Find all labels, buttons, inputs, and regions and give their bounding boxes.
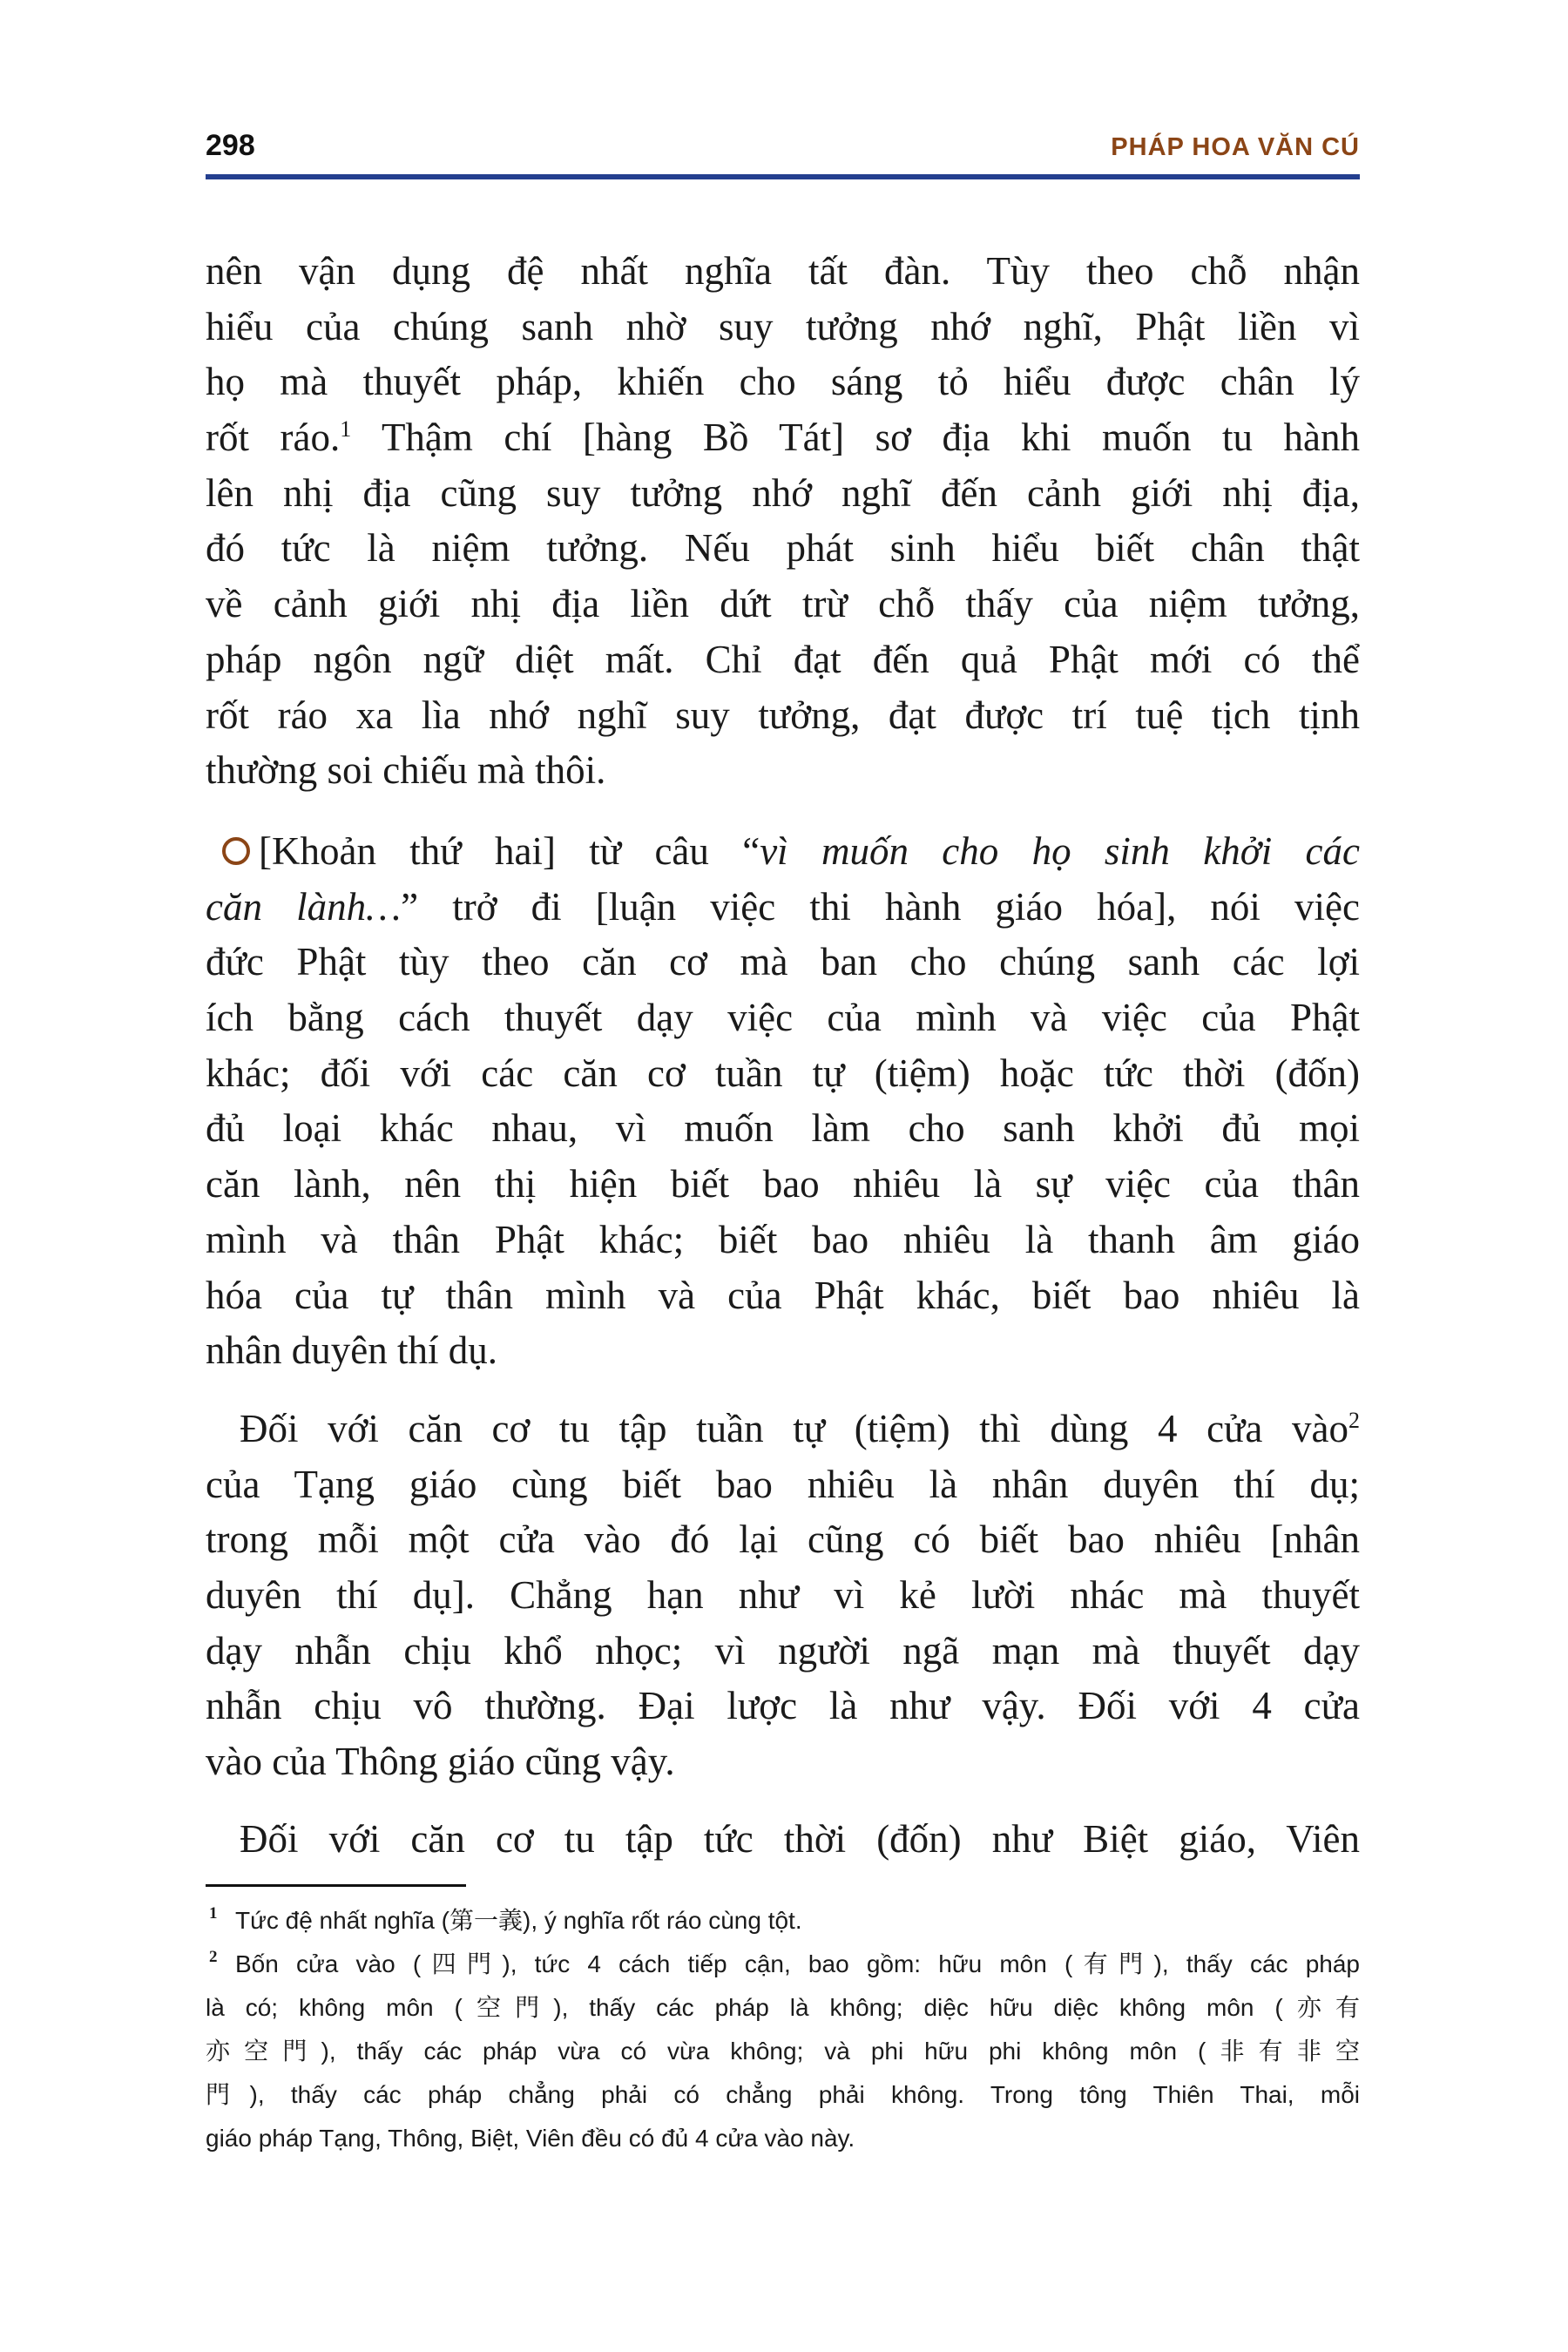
text-line: về cảnh giới nhị địa liền dứt trừ chỗ thấy của niệm tưởng, <box>206 582 1360 626</box>
footnote-text-line: là có; không môn (空門), thấy các pháp là không; diệc hữu diệc không môn (亦有 <box>206 1994 1360 2021</box>
text-segment: Thậm chí [hàng Bồ Tát] sơ địa khi muốn tu hành <box>351 416 1360 460</box>
text-line: hóa của tự thân mình và của Phật khác, biết bao nhiêu là <box>206 1273 1360 1317</box>
footnotes <box>206 1899 1360 2160</box>
italic-quote: căn lành… <box>206 884 402 929</box>
text-line: pháp ngôn ngữ diệt mất. Chỉ đạt đến quả Phật mới có thể <box>206 637 1360 681</box>
text-line: của Tạng giáo cùng biết bao nhiêu là nhân duyên thí dụ; <box>206 1462 1360 1506</box>
quote-close: ” <box>401 884 419 929</box>
text-segment: Đối với căn cơ tu tập tuần tự (tiệm) thì dùng 4 cửa vào <box>240 1407 1348 1450</box>
paragraph-4 <box>206 1812 1360 1868</box>
text-line: Đối với căn cơ tu tập tức thời (đốn) như Biệt giáo, Viên <box>240 1817 1360 1861</box>
text-line <box>240 1402 1360 1457</box>
text-line: hiểu của chúng sanh nhờ suy tưởng nhớ nghĩ, Phật liền vì <box>206 304 1360 348</box>
text-line: trong mỗi một cửa vào đó lại cũng có biết bao nhiêu [nhân <box>206 1517 1360 1562</box>
text-line: khác; đối với các căn cơ tuần tự (tiệm) hoặc tức thời (đốn) <box>206 1051 1360 1095</box>
text-line: vào của Thông giáo cũng vậy. <box>206 1740 675 1784</box>
page-number: 298 <box>206 129 255 162</box>
text-line: đủ loại khác nhau, vì muốn làm cho sanh khởi đủ mọi <box>206 1106 1360 1151</box>
footnote-2 <box>206 1943 1360 1986</box>
text-line <box>206 880 1360 936</box>
text-line: nhẫn chịu vô thường. Đại lược là như vậy. Đối với 4 cửa <box>206 1684 1360 1728</box>
text-line <box>206 410 1360 466</box>
footnote-text-line: giáo pháp Tạng, Thông, Biệt, Viên đều có đủ 4 cửa vào này. <box>206 2125 855 2152</box>
footnote-text: Bốn cửa vào (四門), tức 4 cách tiếp cận, bao gồm: hữu môn (有門), thấy các pháp <box>235 1950 1360 1977</box>
text-line: nhân duyên thí dụ. <box>206 1328 497 1373</box>
text-line: lên nhị địa cũng suy tưởng nhớ nghĩ đến cảnh giới nhị địa, <box>206 470 1360 515</box>
running-title: PHÁP HOA VĂN CÚ <box>1111 133 1360 161</box>
paragraph-2 <box>206 824 1360 1379</box>
text-line: thường soi chiếu mà thôi. <box>206 748 606 793</box>
footnote-1 <box>206 1899 1360 1943</box>
quote-open: “ <box>742 829 760 873</box>
text-line: căn lành, nên thị hiện biết bao nhiêu là sự việc của thân <box>206 1162 1360 1206</box>
footnote-separator <box>206 1884 466 1887</box>
text-line: dạy nhẫn chịu khổ nhọc; vì người ngã mạn mà thuyết dạy <box>206 1628 1360 1673</box>
footnote-marker: 2 <box>209 1948 218 1966</box>
text-line: đó tức là niệm tưởng. Nếu phát sinh hiểu biết chân thật <box>206 526 1360 571</box>
footnote-text-line: 門), thấy các pháp chẳng phải có chẳng phải không. Trong tông Thiên Thai, mỗi <box>206 2081 1360 2108</box>
paragraph-3 <box>206 1402 1360 1790</box>
footnote-text: Tức đệ nhất nghĩa (第一義), ý nghĩa rốt ráo cùng tột. <box>235 1907 802 1934</box>
header-rule <box>206 174 1360 179</box>
text-line: ích bằng cách thuyết dạy việc của mình và việc của Phật <box>206 996 1360 1040</box>
text-segment: rốt ráo. <box>206 416 341 460</box>
text-line: duyên thí dụ]. Chẳng hạn như vì kẻ lười nhác mà thuyết <box>206 1573 1360 1618</box>
paragraph-1 <box>206 244 1360 799</box>
text-line <box>222 824 1360 880</box>
circle-bullet-icon <box>222 837 250 865</box>
text-line: rốt ráo xa lìa nhớ nghĩ suy tưởng, đạt được trí tuệ tịch tịnh <box>206 693 1360 737</box>
text-segment: [Khoản thứ hai] từ câu <box>259 829 743 873</box>
text-line: mình và thân Phật khác; biết bao nhiêu là thanh âm giáo <box>206 1217 1360 1261</box>
footnote-marker: 1 <box>209 1904 218 1923</box>
text-segment: trở đi [luận việc thi hành giáo hóa], nói việc <box>418 884 1360 929</box>
footnote-ref-1[interactable]: 1 <box>340 416 352 443</box>
footnote-text-line: 亦空門), thấy các pháp vừa có vừa không; và phi hữu phi không môn (非有非空 <box>206 2038 1360 2065</box>
footnote-ref-2[interactable]: 2 <box>1348 1408 1360 1433</box>
text-line: đức Phật tùy theo căn cơ mà ban cho chúng sanh các lợi <box>206 940 1360 984</box>
italic-quote: vì muốn cho họ sinh khởi các <box>760 829 1360 873</box>
text-line: nên vận dụng đệ nhất nghĩa tất đàn. Tùy theo chỗ nhận <box>206 249 1360 293</box>
text-line: họ mà thuyết pháp, khiến cho sáng tỏ hiểu được chân lý <box>206 360 1360 404</box>
